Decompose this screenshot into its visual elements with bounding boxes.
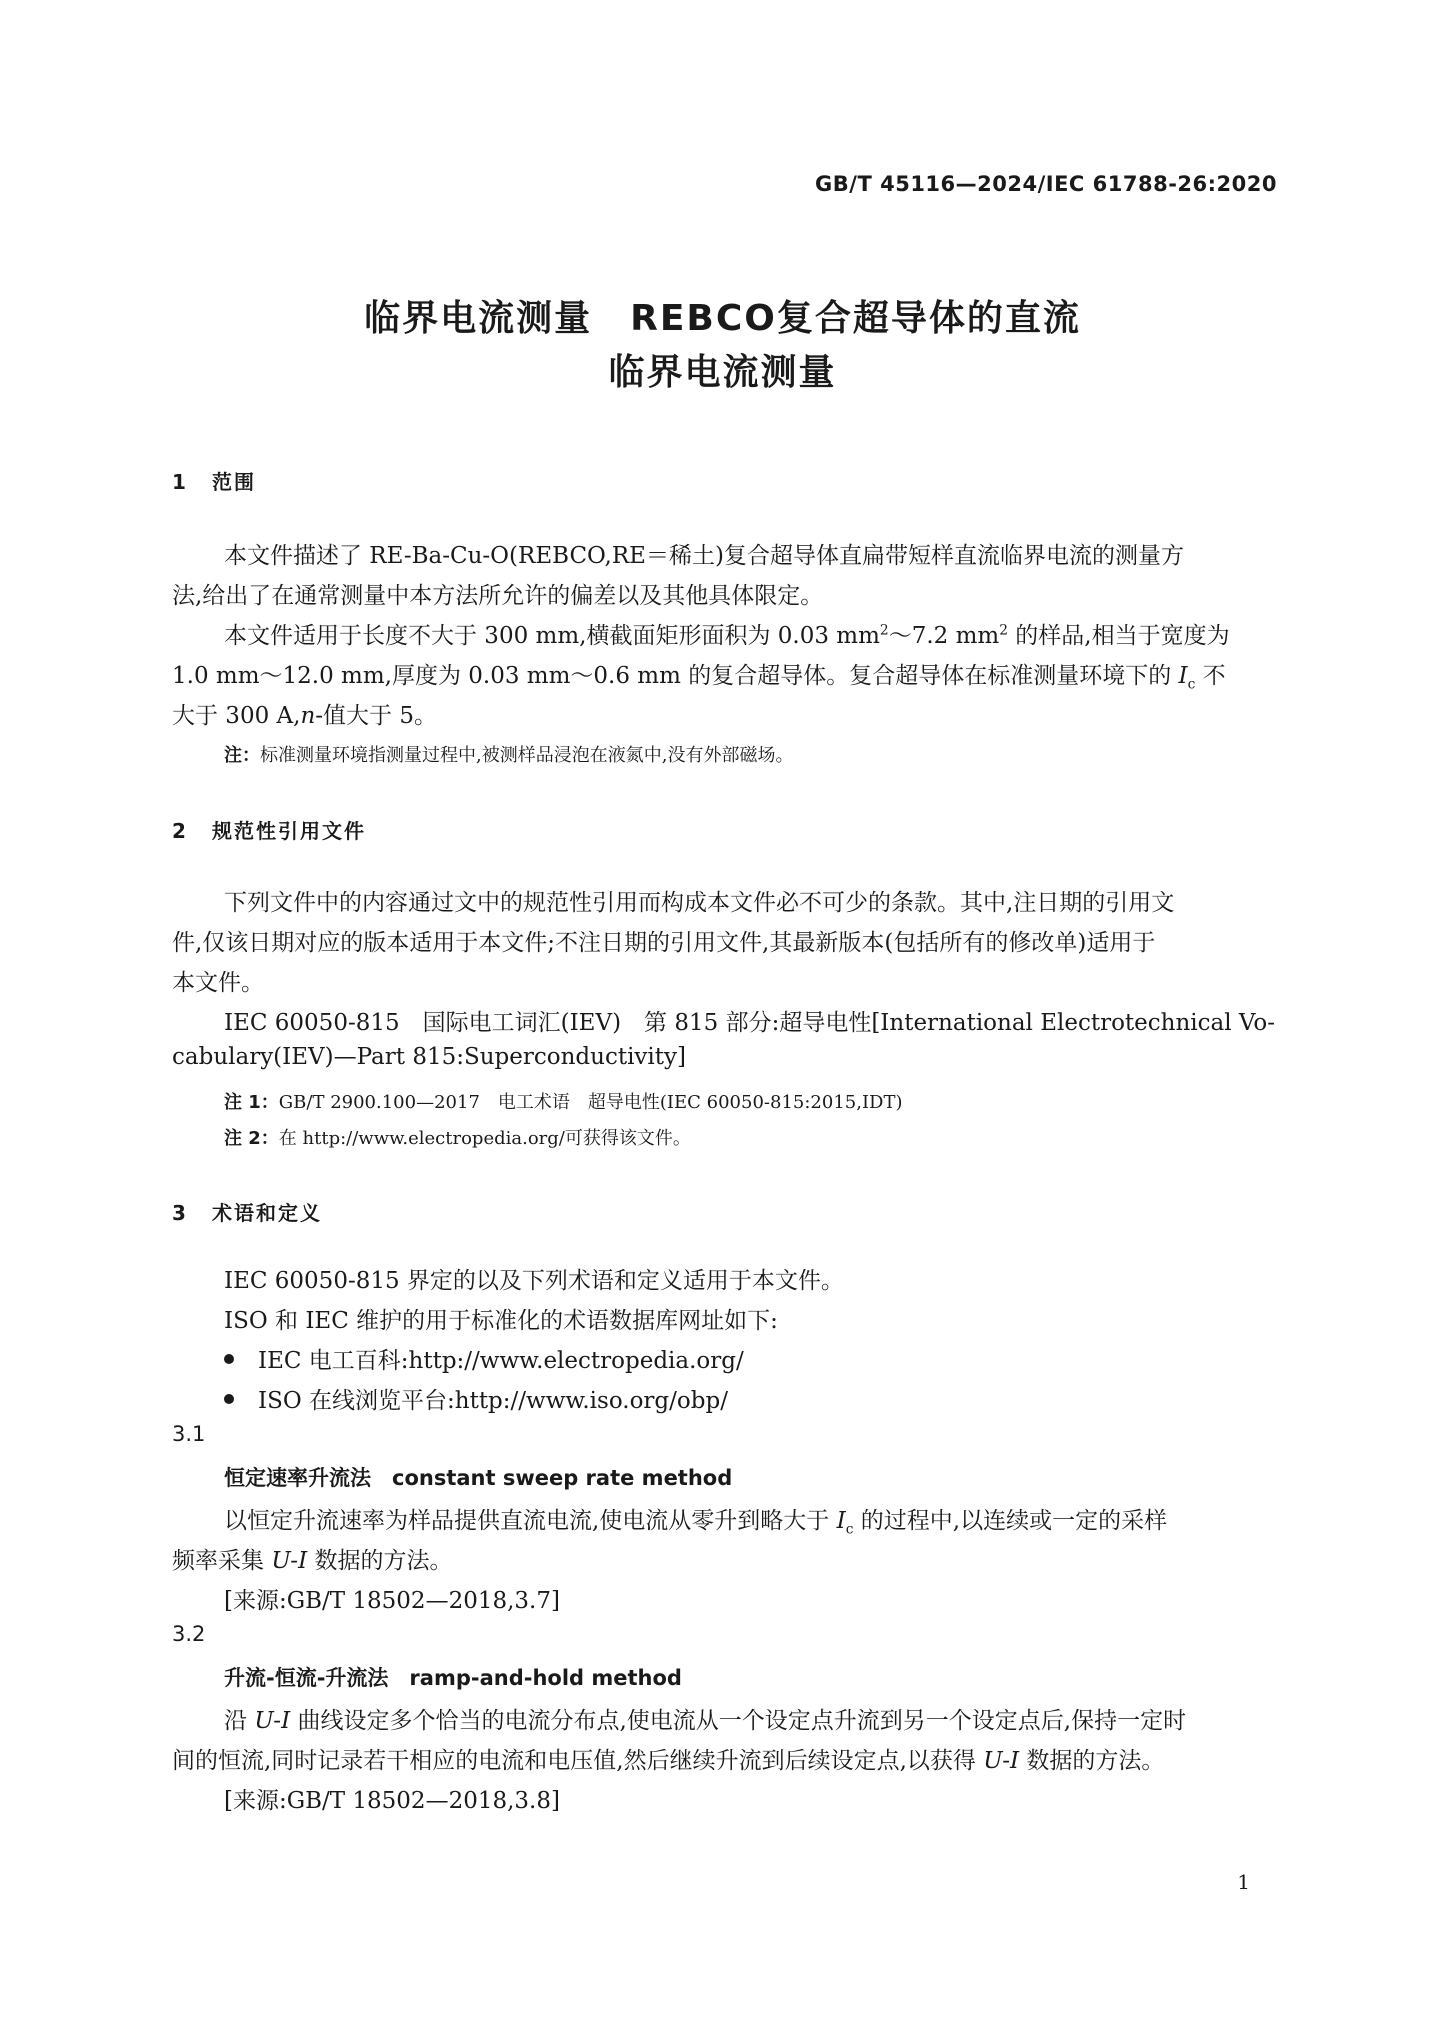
paragraph-line: 本文件描述了 RE-Ba-Cu-O(REBCO,RE＝稀土)复合超导体直扁带短样直流临界电流的测量方 [224,543,1184,569]
definition-line: 以恒定升流速率为样品提供直流电流,使电流从零升到略大于 $I_c$ 的过程中,以连续或一定的采样 [224,1508,1168,1538]
bullet-icon [224,1394,234,1404]
definition-line: 沿 U-I 曲线设定多个恰当的电流分布点,使电流从一个设定点升流到另一个设定点后,保持一定时 [224,1708,1187,1734]
note-label: 注 1： [224,1092,279,1113]
paragraph-line: 1.0 mm～12.0 mm,厚度为 0.03 mm～0.6 mm 的复合超导体。复合超导体在标准测量环境下的 $I_c$ 不 [172,663,1226,693]
note-text: 标准测量环境指测量过程中,被测样品浸泡在液氮中,没有外部磁场。 [260,745,794,766]
note-1 [224,1088,903,1114]
document-number: GB/T 45116—2024/IEC 61788-26:2020 [815,172,1277,196]
source-line: [来源:GB/T 18502—2018,3.7] [224,1588,560,1614]
reference-line: cabulary(IEV)—Part 815:Superconductivity] [172,1044,686,1070]
list-item: IEC 电工百科:http://www.electropedia.org/ [224,1342,744,1375]
section-title: 范围 [212,470,256,494]
paragraph-line: 本文件。 [172,970,264,996]
paragraph-line: 本文件适用于长度不大于 300 mm,横截面矩形面积为 0.03 $mm^2\sim 7.2$ $mm^2$ 的样品,相当于宽度为 [224,622,1230,649]
section-2-heading [172,815,366,844]
section-number: 2 [172,819,188,843]
paragraph-line: 下列文件中的内容通过文中的规范性引用而构成本文件必不可少的条款。其中,注日期的引用文 [224,890,1175,916]
paragraph-line: 件,仅该日期对应的版本适用于本文件;不注日期的引用文件,其最新版本(包括所有的修改单)适用于 [172,930,1156,956]
reference-line: IEC 60050-815 国际电工词汇(IEV) 第 815 部分:超导电性[International Electrotechnical Vo- [224,1010,1276,1036]
definition-line: 间的恒流,同时记录若干相应的电流和电压值,然后继续升流到后续设定点,以获得 U-I 数据的方法。 [172,1748,1165,1774]
note-label: 注 2： [224,1128,279,1149]
paragraph-line: 法,给出了在通常测量中本方法所允许的偏差以及其他具体限定。 [172,583,824,609]
note [224,741,793,767]
section-title: 术语和定义 [212,1201,322,1225]
source-line: [来源:GB/T 18502—2018,3.8] [224,1788,560,1814]
section-title: 规范性引用文件 [212,819,366,843]
section-3-heading [172,1197,322,1226]
title-line-2: 临界电流测量 [608,352,837,393]
term-heading: 恒定速率升流法 constant sweep rate method [224,1466,733,1490]
paragraph-line: IEC 60050-815 界定的以及下列术语和定义适用于本文件。 [224,1268,844,1294]
section-number: 1 [172,470,188,494]
bullet-icon [224,1354,234,1364]
list-item: ISO 在线浏览平台:http://www.iso.org/obp/ [224,1382,728,1415]
note-2 [224,1124,691,1150]
section-number: 3 [172,1201,188,1225]
clause-number: 3.1 [172,1422,206,1446]
term-heading: 升流-恒流-升流法 ramp-and-hold method [224,1666,682,1690]
paragraph-line: ISO 和 IEC 维护的用于标准化的术语数据库网址如下: [224,1308,778,1334]
title-line-1: 临界电流测量 REBCO复合超导体的直流 [364,298,1081,339]
clause-number: 3.2 [172,1622,206,1646]
note-text: 在 http://www.electropedia.org/可获得该文件。 [278,1128,691,1149]
section-1-heading [172,466,256,495]
paragraph-line: 大于 300 A,n-值大于 5。 [172,703,437,729]
note-label: 注： [224,745,260,766]
definition-line: 频率采集 U-I 数据的方法。 [172,1548,453,1574]
page-number: 1 [1237,1870,1250,1894]
note-text: GB/T 2900.100—2017 电工术语 超导电性(IEC 60050-815:2015,IDT) [278,1092,903,1113]
